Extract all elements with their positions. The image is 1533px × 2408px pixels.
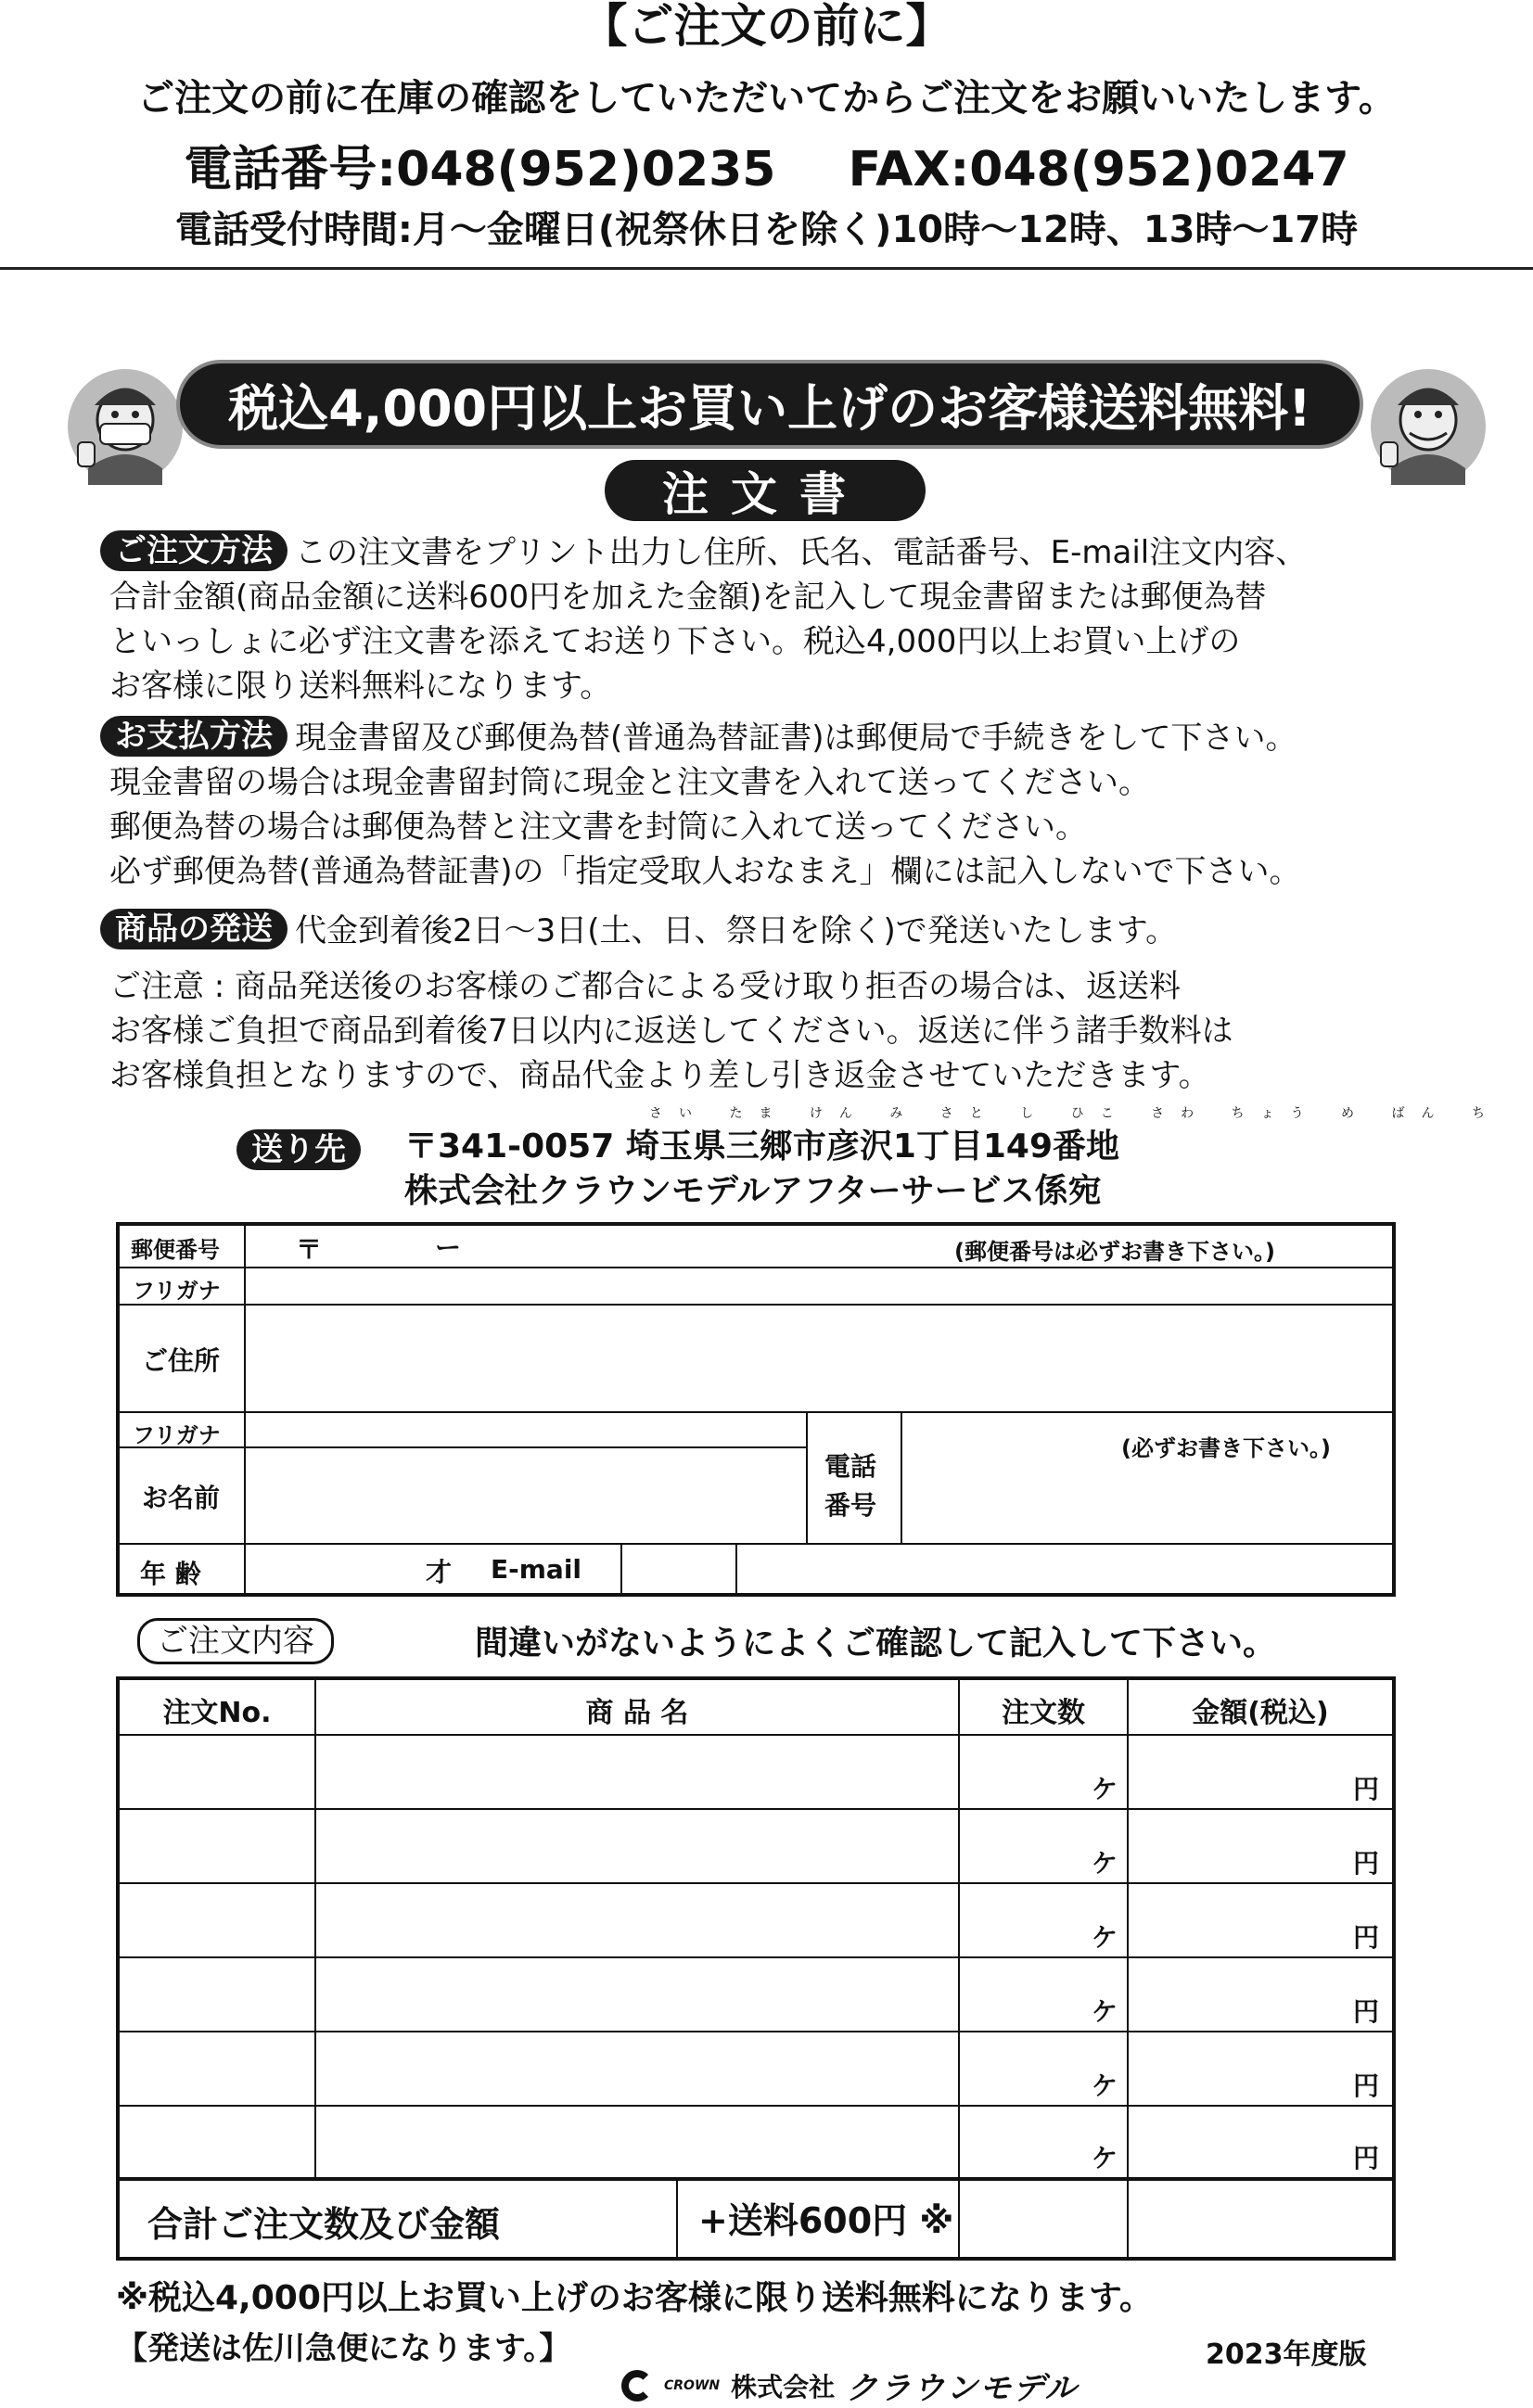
phone-field[interactable] [902,1413,1392,1543]
phone-number: 電話番号:048(952)0235 [184,142,776,197]
header-divider [0,267,1533,270]
order-method-tag: ご注文方法 [100,530,287,571]
page-title: 【ご注文の前に】 [581,0,952,53]
postal-dash: ー [435,1232,462,1263]
price-unit: 円 [1353,1996,1380,2027]
postal-code-field[interactable] [248,1226,934,1267]
payment-method-tag: お支払方法 [100,716,287,757]
header-amount: 金額(税込) [1192,1697,1329,1729]
notice-section [109,964,1445,1098]
price-unit: 円 [1353,1922,1380,1953]
text-line: お客様に限り送料無料になります。 [109,668,612,705]
price-unit: 円 [1353,1848,1380,1879]
text-line: ご注意 : 商品発送後のお客様のご都合による受け取り拒否の場合は、返送料 [109,968,1182,1005]
postal-label: 郵便番号 [131,1237,220,1263]
text-line: お客様ご負担で商品到着後7日以内に返送してください。返送に伴う諸手数料は [109,1013,1233,1050]
name-label: お名前 [142,1483,221,1513]
send-to-tag: 送り先 [236,1129,361,1170]
free-shipping-footnote: ※税込4,000円以上お買い上げのお客様に限り送料無料になります。 [116,2279,1153,2317]
qty-unit: ケ [1092,1996,1118,2027]
phone-note: (必ずお書き下さい。) [1121,1435,1331,1461]
text-line: 必ず郵便為替(普通為替証書)の「指定受取人おなまえ」欄には記入しないで下さい。 [109,853,1301,890]
header-quantity: 注文数 [1002,1697,1085,1729]
phone-label: 電話 [824,1451,877,1482]
header-order-no: 注文No. [162,1697,272,1729]
postal-mark: 〒 [296,1234,323,1265]
text-line: 現金書留及び郵便為替(普通為替証書)は郵便局で手続きをして下さい。 [295,720,1297,757]
qty-unit: ケ [1092,1774,1118,1804]
carrier-note: 【発送は佐川急便になります。】 [116,2330,571,2367]
qty-unit: ケ [1092,2143,1118,2173]
send-to-address: 〒341-0057 埼玉県三郷市彦沢1丁目149番地 [404,1128,1120,1166]
qty-unit: ケ [1092,1922,1118,1953]
header-product-name: 商 品 名 [585,1697,689,1729]
price-unit: 円 [1353,1774,1380,1804]
text-line: 郵便為替の場合は郵便為替と注文書を封筒に入れて送ってください。 [109,809,1087,846]
order-contents-tag: ご注文内容 [137,1618,334,1664]
free-shipping-banner: 税込4,000円以上お買い上げのお客様送料無料! [176,360,1363,449]
text-line: といっしょに必ず注文書を添えてお送り下さい。税込4,000円以上お買い上げの [109,623,1241,660]
customer-info-form [116,1222,1396,1597]
crown-c-icon [621,2370,653,2402]
edition-label: 2023年度版 [1206,2338,1367,2371]
order-form-title: 注文書 [605,460,926,521]
age-unit: 才 [426,1557,453,1587]
contact-numbers [0,130,1533,199]
qty-unit: ケ [1092,1848,1118,1879]
email-label: E-mail [491,1554,582,1585]
text-line: 代金到着後2日〜3日(土、日、祭日を除く)で発送いたします。 [295,912,1178,949]
furigana-label: フリガナ [133,1422,221,1448]
qty-unit: ケ [1092,2070,1118,2101]
address-ruby: さい たま けん み さと し ひこ さわ ちょう め ばん ち [649,1106,1501,1121]
fax-number: FAX:048(952)0247 [848,142,1349,197]
text-line: 合計金額(商品金額に送料600円を加えた金額)を記入して現金書留または郵便為替 [109,579,1267,616]
stock-check-notice: ご注文の前に在庫の確認をしていただいてからご注文をお願いいたします。 [137,77,1396,120]
send-to-company: 株式会社クラウンモデルアフターサービス係宛 [404,1172,1102,1210]
text-line: 現金書留の場合は現金書留封筒に現金と注文書を入れて送ってください。 [109,764,1150,801]
postal-note: (郵便番号は必ずお書き下さい。) [954,1239,1275,1265]
text-line: この注文書をプリント出力し住所、氏名、電話番号、E-mail注文内容、 [295,534,1308,571]
phone-hours: 電話受付時間:月〜金曜日(祝祭休日を除く)10時〜12時、13時〜17時 [174,209,1359,251]
text-line: お客様負担となりますので、商品代金より差し引き返金させていただきます。 [109,1057,1210,1094]
address-furigana-field[interactable] [248,1268,1392,1304]
name-field[interactable] [248,1448,804,1543]
price-unit: 円 [1353,2143,1380,2173]
payment-method-section [109,716,1445,894]
address-field[interactable] [248,1306,1392,1411]
shipping-fee-label: +送料600円 ※ [698,2200,954,2241]
mascot-thumbs-up-icon [65,366,185,487]
shipping-tag: 商品の発送 [100,909,287,949]
name-furigana-field[interactable] [248,1413,804,1446]
address-label: ご住所 [142,1345,221,1376]
age-label: 年 齢 [140,1559,201,1589]
company-logo: CROWN 株式会社 クラウンモデル [621,2363,1078,2408]
order-method-section [109,530,1445,708]
total-label: 合計ご注文数及び金額 [147,2204,501,2245]
mascot-thumbs-up-icon [1368,366,1488,487]
phone-label: 番号 [824,1490,877,1521]
furigana-label: フリガナ [133,1278,221,1304]
shipping-section [109,909,1445,953]
email-field[interactable] [739,1545,1392,1593]
price-unit: 円 [1353,2070,1380,2101]
order-contents-note: 間違いがないようによくご確認して記入して下さい。 [475,1624,1277,1663]
order-table [116,1676,1396,2261]
